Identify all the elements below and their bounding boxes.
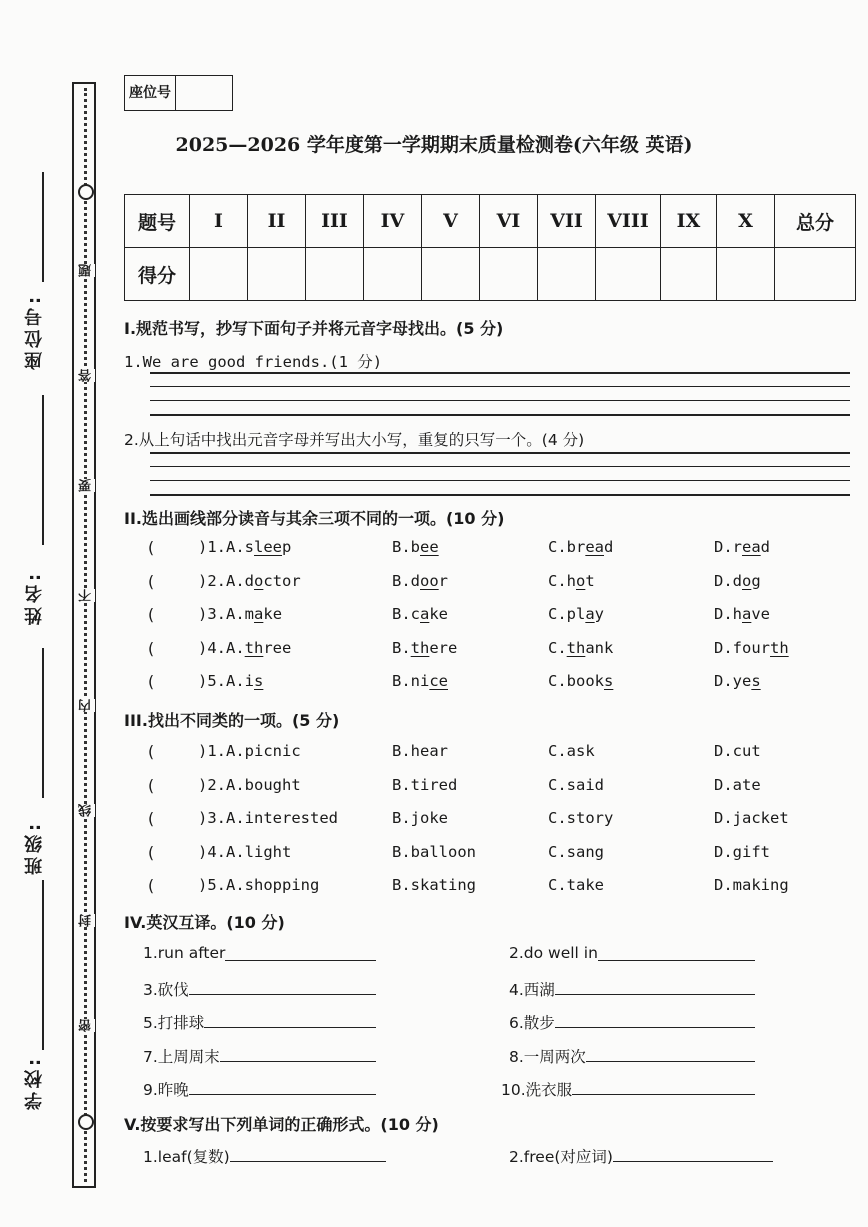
score-header-cell: VII — [538, 195, 596, 248]
school-label: 学校: — [24, 1054, 45, 1110]
option-d-text — [714, 639, 789, 657]
score-cell[interactable] — [422, 248, 480, 301]
option-d: D.cut — [714, 742, 761, 760]
translation-item-label: 2.do well in — [509, 944, 598, 962]
score-cell[interactable] — [364, 248, 422, 301]
option-text-part: D.four — [714, 638, 770, 657]
option-d-text — [714, 538, 770, 556]
score-header-cell: IX — [661, 195, 717, 248]
underlined-letters: th — [244, 638, 264, 657]
option-b: B.tired — [392, 775, 458, 794]
underlined-letters: ee — [420, 538, 439, 556]
question-number: )1.A.sleep — [198, 538, 292, 556]
answer-blank[interactable] — [189, 1078, 376, 1095]
translation-item-label: 4.西湖 — [509, 980, 555, 999]
option-b-text — [392, 639, 457, 657]
option-text-part: i — [244, 672, 255, 690]
underlined-letters: s — [254, 672, 264, 690]
score-cell[interactable] — [480, 248, 538, 301]
option-b — [392, 538, 439, 556]
question-number-option-a: )3.A.interested — [198, 809, 338, 828]
binding-circle-top — [78, 184, 94, 200]
binding-char: 答 — [79, 369, 94, 382]
translation-item-label: 6.散步 — [509, 1014, 555, 1033]
option-b-text — [392, 672, 448, 690]
question-number: )3.A.make — [198, 605, 283, 623]
option-text-part: B.ni — [392, 672, 430, 690]
writing-line — [150, 400, 850, 401]
score-header-cell: X — [717, 195, 775, 248]
option-a — [245, 672, 264, 690]
answer-blank[interactable] — [572, 1078, 755, 1095]
binding-char: 封 — [79, 914, 94, 927]
word-form-item — [143, 1145, 386, 1167]
school-blank — [42, 880, 44, 1050]
option-d-text — [714, 605, 770, 623]
translation-item — [143, 1011, 376, 1033]
option-text-part: t — [585, 571, 595, 590]
option-c: C.story — [548, 809, 614, 828]
binding-char: 线 — [79, 804, 94, 817]
translation-item — [509, 1045, 755, 1067]
option-c — [548, 538, 613, 556]
binding-strip — [72, 82, 96, 1188]
option-text-part: B.c — [392, 605, 420, 623]
section-1-q1: 1.We are good friends.(1 分) — [124, 353, 383, 371]
translation-item — [143, 978, 376, 1000]
answer-blank[interactable] — [225, 944, 376, 961]
binding-dotted-line — [84, 88, 87, 1182]
score-header-cell: 总分 — [775, 195, 856, 248]
option-b — [392, 605, 448, 623]
option-b-text — [392, 572, 448, 590]
answer-paren-left[interactable]: ( — [146, 876, 156, 896]
question-number-option-a: )2.A.bought — [198, 775, 301, 794]
option-text-part: m — [244, 605, 255, 623]
score-table-header-row — [125, 195, 856, 248]
translation-item — [143, 1045, 376, 1067]
score-table — [124, 194, 856, 301]
underlined-letters: th — [410, 638, 430, 657]
option-d — [714, 672, 761, 690]
translation-item-label: 7.上周周末 — [143, 1047, 220, 1066]
option-b-text — [392, 605, 448, 623]
underlined-letters: oo — [420, 571, 439, 590]
score-cell[interactable] — [306, 248, 364, 301]
underlined-letters: a — [742, 605, 752, 623]
underlined-letters: th — [566, 638, 586, 657]
score-cell[interactable] — [661, 248, 717, 301]
option-a — [245, 538, 292, 556]
translation-item — [509, 944, 755, 962]
answer-paren-left[interactable]: ( — [146, 809, 156, 829]
option-c: C.sang — [548, 842, 604, 861]
option-b — [392, 672, 448, 690]
option-c-text — [548, 639, 613, 657]
answer-blank[interactable] — [204, 1011, 376, 1028]
section-4-heading: IV.英汉互译。(10 分) — [124, 913, 285, 932]
option-text-part: C. — [548, 638, 567, 657]
answer-paren-left[interactable]: ( — [146, 742, 156, 761]
option-b — [392, 639, 457, 657]
underlined-letters: a — [420, 605, 430, 623]
section-1-q2: 2.从上句话中找出元音字母并写出大小写，重复的只写一个。(4 分) — [124, 431, 585, 449]
underlined-letters: a — [254, 605, 264, 623]
translation-item — [509, 978, 755, 1000]
underlined-letters: th — [770, 638, 789, 657]
translation-item-label: 9.昨晚 — [143, 1081, 189, 1100]
word-form-item-label: 1.leaf(复数) — [143, 1148, 230, 1166]
question-number: )2.A.doctor — [198, 571, 301, 590]
binding-char: 题 — [79, 264, 94, 277]
seat-number-label: 座位号: — [24, 292, 45, 370]
answer-blank[interactable] — [230, 1145, 386, 1162]
option-text-part: ree — [263, 638, 292, 657]
section-1-heading: I.规范书写，抄写下面句子并将元音字母找出。(5 分) — [124, 319, 504, 338]
translation-item — [143, 1078, 376, 1100]
seat-number-box-label: 座位号 — [125, 76, 176, 110]
seat-number-box — [124, 75, 233, 111]
question-number-option-a: )1.A.picnic — [198, 742, 301, 760]
underlined-letters: o — [742, 571, 752, 590]
option-c-text — [548, 572, 595, 590]
option-c — [548, 639, 613, 657]
score-cell[interactable] — [717, 248, 775, 301]
underlined-letters: s — [604, 672, 614, 690]
option-c-text — [548, 672, 613, 690]
question-number-option-a: )4.A.light — [198, 842, 292, 861]
option-c: C.ask — [548, 742, 595, 760]
option-a — [245, 572, 301, 590]
name-blank — [42, 395, 44, 545]
class-blank — [42, 648, 44, 798]
translation-item — [501, 1078, 755, 1100]
underlined-letters: s — [751, 672, 761, 690]
option-b: B.hear — [392, 742, 448, 760]
option-d — [714, 639, 789, 657]
binding-char: 不 — [79, 589, 94, 602]
option-c — [548, 572, 595, 590]
seat-number-input[interactable] — [176, 76, 232, 110]
score-cell[interactable] — [190, 248, 248, 301]
answer-blank[interactable] — [598, 944, 755, 961]
option-b: B.skating — [392, 876, 476, 895]
answer-blank[interactable] — [586, 1045, 755, 1062]
option-b: B.joke — [392, 809, 448, 828]
option-text-part: B.b — [392, 538, 420, 556]
option-text-part: g — [751, 571, 761, 590]
binding-char: 要 — [79, 479, 94, 492]
answer-blank[interactable] — [555, 978, 755, 995]
score-header-cell: 题号 — [125, 195, 190, 248]
option-c-text — [548, 605, 604, 623]
answer-paren-left[interactable]: ( — [146, 538, 156, 557]
score-header-cell: VIII — [596, 195, 661, 248]
score-header-cell: V — [422, 195, 480, 248]
option-d — [714, 605, 770, 623]
underlined-letters: ce — [429, 672, 448, 690]
option-a — [245, 639, 292, 657]
seat-number-blank — [42, 172, 44, 282]
option-d: D.making — [714, 876, 789, 895]
answer-paren-left[interactable]: ( — [146, 571, 156, 591]
writing-line[interactable] — [150, 414, 850, 416]
option-text-part: r — [438, 571, 449, 590]
translation-item — [143, 944, 376, 962]
writing-line — [150, 480, 850, 481]
option-text-part: ve — [751, 605, 771, 623]
option-c: C.said — [548, 775, 604, 794]
score-cell[interactable] — [775, 248, 856, 301]
option-text-part: D.h — [714, 605, 742, 623]
option-d: D.jacket — [714, 809, 789, 828]
score-header-cell: II — [248, 195, 306, 248]
question-number-option-a: )5.A.shopping — [198, 876, 320, 895]
underlined-letters: o — [254, 571, 264, 590]
word-form-item-label: 2.free(对应词) — [509, 1148, 613, 1166]
score-row-label: 得分 — [125, 248, 190, 301]
score-header-cell: III — [306, 195, 364, 248]
underlined-letters: lee — [254, 538, 283, 556]
question-number: )5.A.is — [198, 672, 264, 690]
option-c — [548, 605, 604, 623]
option-text-part: ank — [585, 638, 614, 657]
score-header-cell: I — [190, 195, 248, 248]
option-c — [548, 672, 613, 690]
translation-item-label: 10.洗衣服 — [501, 1081, 573, 1100]
option-text-part: d — [760, 538, 771, 556]
class-label: 班级: — [24, 819, 45, 875]
answer-blank[interactable] — [555, 1011, 755, 1028]
option-text-part: ctor — [263, 571, 301, 590]
translation-item-label: 8.一周两次 — [509, 1047, 586, 1066]
option-text-part: d — [244, 571, 255, 590]
option-text-part: B.d — [392, 571, 420, 590]
score-cell[interactable] — [596, 248, 661, 301]
writing-line — [150, 386, 850, 387]
underlined-letters: ea — [742, 538, 761, 556]
option-d: D.gift — [714, 842, 770, 861]
binding-circle-bottom — [78, 1114, 94, 1130]
option-text-part: C.pl — [548, 605, 586, 623]
writing-line — [150, 372, 850, 374]
answer-paren-left[interactable]: ( — [146, 638, 156, 658]
writing-line — [150, 452, 850, 454]
translation-item-label: 3.砍伐 — [143, 980, 189, 999]
answer-blank[interactable] — [189, 978, 376, 995]
option-text-part: C.book — [548, 672, 604, 690]
answer-blank[interactable] — [220, 1045, 376, 1062]
option-d-text — [714, 572, 761, 590]
translation-item — [509, 1011, 755, 1033]
option-d — [714, 572, 761, 590]
translation-item-label: 1.run after — [143, 944, 226, 962]
option-text-part: C.br — [548, 538, 586, 556]
option-text-part: p — [282, 538, 292, 556]
option-text-part: d — [604, 538, 614, 556]
translation-item-label: 5.打排球 — [143, 1014, 205, 1033]
option-text-part: D.ye — [714, 672, 752, 690]
section-3-heading: III.找出不同类的一项。(5 分) — [124, 711, 340, 730]
name-label: 姓名: — [24, 569, 45, 625]
exam-title: 2025—2026 学年度第一学期期末质量检测卷(六年级 英语) — [175, 134, 693, 156]
option-d: D.ate — [714, 775, 761, 794]
writing-line[interactable] — [150, 494, 850, 496]
binding-char: 密 — [79, 1019, 94, 1032]
score-table-score-row — [125, 248, 856, 301]
option-text-part: ere — [429, 638, 458, 657]
score-cell[interactable] — [248, 248, 306, 301]
section-5-heading: V.按要求写出下列单词的正确形式。(10 分) — [124, 1115, 439, 1134]
answer-paren-left[interactable]: ( — [146, 605, 156, 624]
word-form-item — [509, 1145, 773, 1167]
option-text-part: C.h — [548, 571, 576, 590]
binding-char: 内 — [79, 699, 94, 712]
option-text-part: s — [244, 538, 255, 556]
underlined-letters: ea — [585, 538, 604, 556]
option-b-text — [392, 538, 439, 556]
option-text-part: B. — [392, 638, 411, 657]
section-2-heading: II.选出画线部分读音与其余三项不同的一项。(10 分) — [124, 509, 505, 528]
option-text-part: D.r — [714, 538, 742, 556]
option-d — [714, 538, 770, 556]
answer-paren-left[interactable]: ( — [146, 775, 156, 795]
score-cell[interactable] — [538, 248, 596, 301]
score-header-cell: IV — [364, 195, 422, 248]
option-text-part: y — [594, 605, 605, 623]
answer-blank[interactable] — [613, 1145, 773, 1162]
option-c: C.take — [548, 876, 604, 895]
underlined-letters: o — [576, 571, 586, 590]
option-a — [245, 605, 282, 623]
option-text-part: D.d — [714, 571, 742, 590]
option-c-text — [548, 538, 613, 556]
option-d-text — [714, 672, 761, 690]
option-text-part: ke — [429, 605, 449, 623]
option-b: B.balloon — [392, 842, 476, 861]
score-header-cell: VI — [480, 195, 538, 248]
question-number: )4.A.three — [198, 638, 292, 657]
underlined-letters: a — [585, 605, 595, 623]
option-text-part: ke — [263, 605, 283, 623]
answer-paren-left[interactable]: ( — [146, 842, 156, 862]
option-b — [392, 572, 448, 590]
answer-paren-left[interactable]: ( — [146, 672, 156, 691]
binding-margin — [0, 0, 70, 1227]
writing-line — [150, 466, 850, 467]
